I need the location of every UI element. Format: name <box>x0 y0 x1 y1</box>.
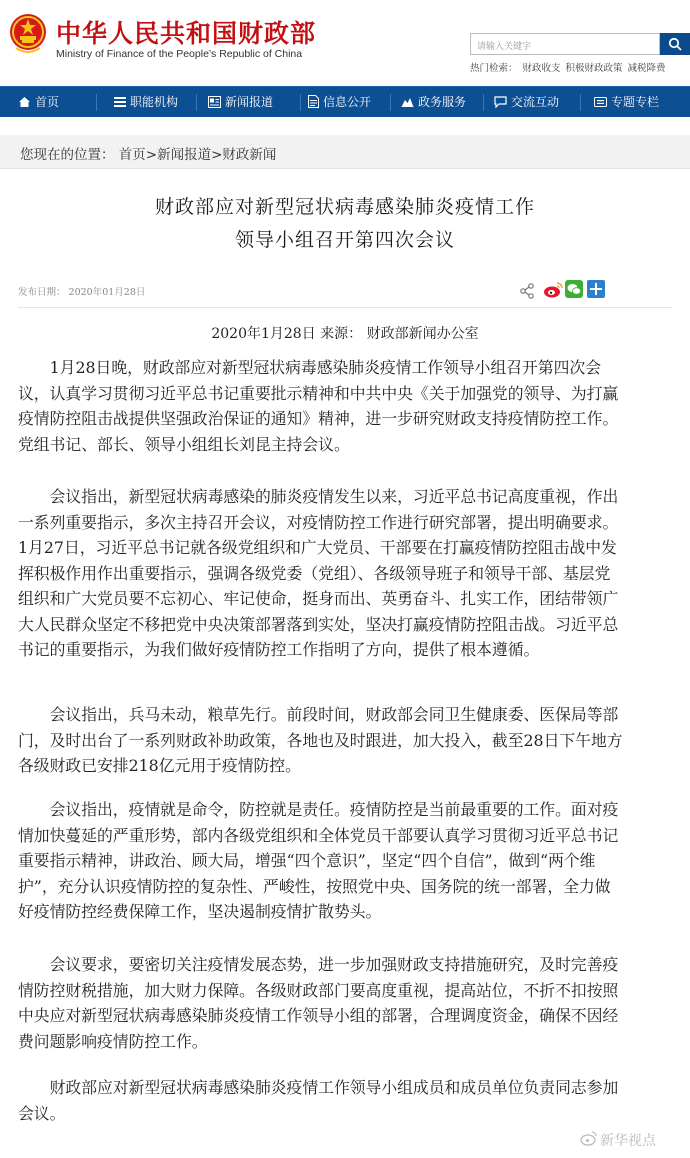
nav-divider <box>96 94 97 111</box>
share-icon[interactable] <box>519 283 535 299</box>
search-icon <box>668 37 682 51</box>
paragraph-line: 情防控财税措施，加大财力保障。各级财政部门要高度重视，提高站位，不折不扣按照 <box>18 980 619 1000</box>
nav-label: 政务服务 <box>418 95 467 109</box>
article-paragraph <box>18 797 673 925</box>
watermark-text: 新华视点 <box>600 1133 656 1149</box>
paragraph-line: 1月28日晚，财政部应对新型冠状病毒感染肺炎疫情工作领导小组召开第四次会 <box>18 358 602 377</box>
weibo-icon[interactable] <box>543 281 563 299</box>
hot-search-link[interactable]: 积极财政政策 <box>565 63 623 74</box>
paragraph-line: 护”，充分认识疫情防控的复杂性、严峻性，按照党中央、国务院的统一部署，全力做 <box>18 876 611 896</box>
publish-date: 发布日期： 2020年01月28日 <box>18 287 146 298</box>
nav-divider <box>483 94 484 111</box>
chat-icon <box>494 96 507 108</box>
article-paragraph <box>18 355 673 457</box>
paragraph-line: 费问题影响疫情防控工作。 <box>18 1031 208 1051</box>
main-nav <box>0 86 690 117</box>
paragraph-line: 大人民群众坚定不移把党中央决策部署落到实处，坚决打赢疫情防控阻击战。习近平总 <box>18 614 619 634</box>
nav-label: 交流互动 <box>511 95 560 109</box>
nav-item-home[interactable] <box>18 87 59 118</box>
service-icon <box>401 96 414 108</box>
nav-item-functions[interactable] <box>114 87 178 118</box>
paragraph-line: 会议要求，要密切关注疫情发展态势，进一步加强财政支持措施研究，及时完善疫 <box>18 955 619 974</box>
nav-label: 信息公开 <box>323 95 372 109</box>
nav-label: 新闻报道 <box>225 95 274 109</box>
paragraph-line: 书记的重要指示，为我们做好疫情防控工作指明了方向，提供了根本遵循。 <box>18 640 540 659</box>
nav-divider <box>390 94 391 111</box>
nav-divider <box>300 94 301 111</box>
article-source: 2020年1月28日 来源： 财政部新闻办公室 <box>211 326 479 342</box>
search-input[interactable]: 请输入关键字 <box>470 33 660 55</box>
wechat-icon[interactable] <box>565 280 583 298</box>
article-title-line1: 财政部应对新型冠状病毒感染肺炎疫情工作 <box>154 196 535 218</box>
paragraph-line: 各级财政已安排218亿元用于疫情防控。 <box>18 756 301 775</box>
more-share-icon[interactable] <box>587 280 605 298</box>
nav-item-interaction[interactable] <box>494 87 559 118</box>
article-paragraph <box>18 952 673 1054</box>
paragraph-line: 会议。 <box>18 1103 66 1123</box>
hot-search-link[interactable]: 财政收支 <box>522 63 561 74</box>
site-header <box>0 0 690 84</box>
breadcrumb-bar <box>0 135 690 169</box>
divider <box>18 307 672 308</box>
nav-label: 职能机构 <box>130 95 179 109</box>
paragraph-line: 会议指出，新型冠状病毒感染的肺炎疫情发生以来，习近平总书记高度重视，作出 <box>18 487 619 506</box>
paragraph-line: 好疫情防控经费保障工作，坚决遏制疫情扩散势头。 <box>18 902 382 921</box>
weibo-watermark-icon <box>580 1130 598 1146</box>
share-toolbar <box>519 280 609 300</box>
paragraph-line: 财政部应对新型冠状病毒感染肺炎疫情工作领导小组成员和成员单位负责同志参加 <box>18 1078 619 1097</box>
nav-label: 专题专栏 <box>611 95 660 109</box>
paragraph-line: 中央应对新型冠状病毒感染肺炎疫情工作领导小组的部署，合理调度资金，确保不因经 <box>18 1006 619 1025</box>
paragraph-line: 会议指出，兵马未动，粮草先行。前段时间，财政部会同卫生健康委、医保局等部 <box>18 705 619 724</box>
news-icon <box>208 96 221 108</box>
site-title-en: Ministry of Finance of the People’s Republic of China <box>56 48 303 60</box>
paragraph-line: 重要指示精神，讲政治、顾大局，增强“四个意识”，坚定“四个自信”，做到“两个维 <box>18 851 596 870</box>
hot-search <box>470 60 671 74</box>
article-paragraph <box>18 484 673 663</box>
article-title-line2: 领导小组召开第四次会议 <box>234 229 455 251</box>
watermark <box>580 1128 684 1152</box>
paragraph-line: 1月27日，习近平总书记就各级党组织和广大党员、干部要在打赢疫情防控阻击战中发 <box>18 538 617 557</box>
nav-item-services[interactable] <box>401 87 466 118</box>
hot-search-link[interactable]: 减税降费 <box>627 63 666 74</box>
hot-search-label: 热门检索： <box>470 63 518 74</box>
paragraph-line: 议，认真学习贯彻习近平总书记重要批示精神和中共中央《关于加强党的领导、为打赢 <box>18 383 619 403</box>
site-title[interactable]: 中华人民共和国财政部 <box>56 19 317 48</box>
paragraph-line: 门，及时出台了一系列财政补助政策，各地也及时跟进，加大投入，截至28日下午地方 <box>18 730 623 750</box>
paragraph-line: 会议指出，疫情就是命令，防控就是责任。疫情防控是当前最重要的工作。面对疫 <box>18 800 619 819</box>
document-icon <box>308 95 319 108</box>
nav-item-news[interactable] <box>208 87 273 118</box>
search-button[interactable] <box>660 33 690 55</box>
paragraph-line: 疫情防控阻击战提供坚强政治保证的通知》精神，进一步研究财政支持疫情防控工作。 <box>18 409 619 428</box>
national-emblem-icon[interactable] <box>8 10 48 56</box>
nav-item-topics[interactable] <box>594 87 659 118</box>
topic-icon <box>594 96 607 108</box>
article-paragraph <box>18 702 673 779</box>
breadcrumb[interactable]: 您现在的位置： 首页>新闻报道>财政新闻 <box>20 147 277 163</box>
paragraph-line: 挥积极作用作出重要指示，强调各级党委（党组）、各级领导班子和领导干部、基层党 <box>18 563 611 583</box>
paragraph-line: 党组书记、部长、领导小组组长刘昆主持会议。 <box>18 434 350 454</box>
article-paragraph <box>18 1075 673 1126</box>
nav-label: 首页 <box>35 95 60 109</box>
home-icon <box>18 96 31 108</box>
nav-divider <box>580 94 581 111</box>
paragraph-line: 一系列重要指示，多次主持召开会议，对疫情防控工作进行研究部署，提出明确要求。 <box>18 512 619 532</box>
nav-item-info[interactable] <box>308 87 371 118</box>
nav-divider <box>196 94 197 111</box>
paragraph-line: 情加快蔓延的严重形势，部内各级党组织和全体党员干部要认真学习贯彻习近平总书记 <box>18 825 619 845</box>
list-icon <box>114 96 126 108</box>
paragraph-line: 组织和广大党员要不忘初心、牢记使命，挺身而出、英勇奋斗、扎实工作，团结带领广 <box>18 589 619 608</box>
